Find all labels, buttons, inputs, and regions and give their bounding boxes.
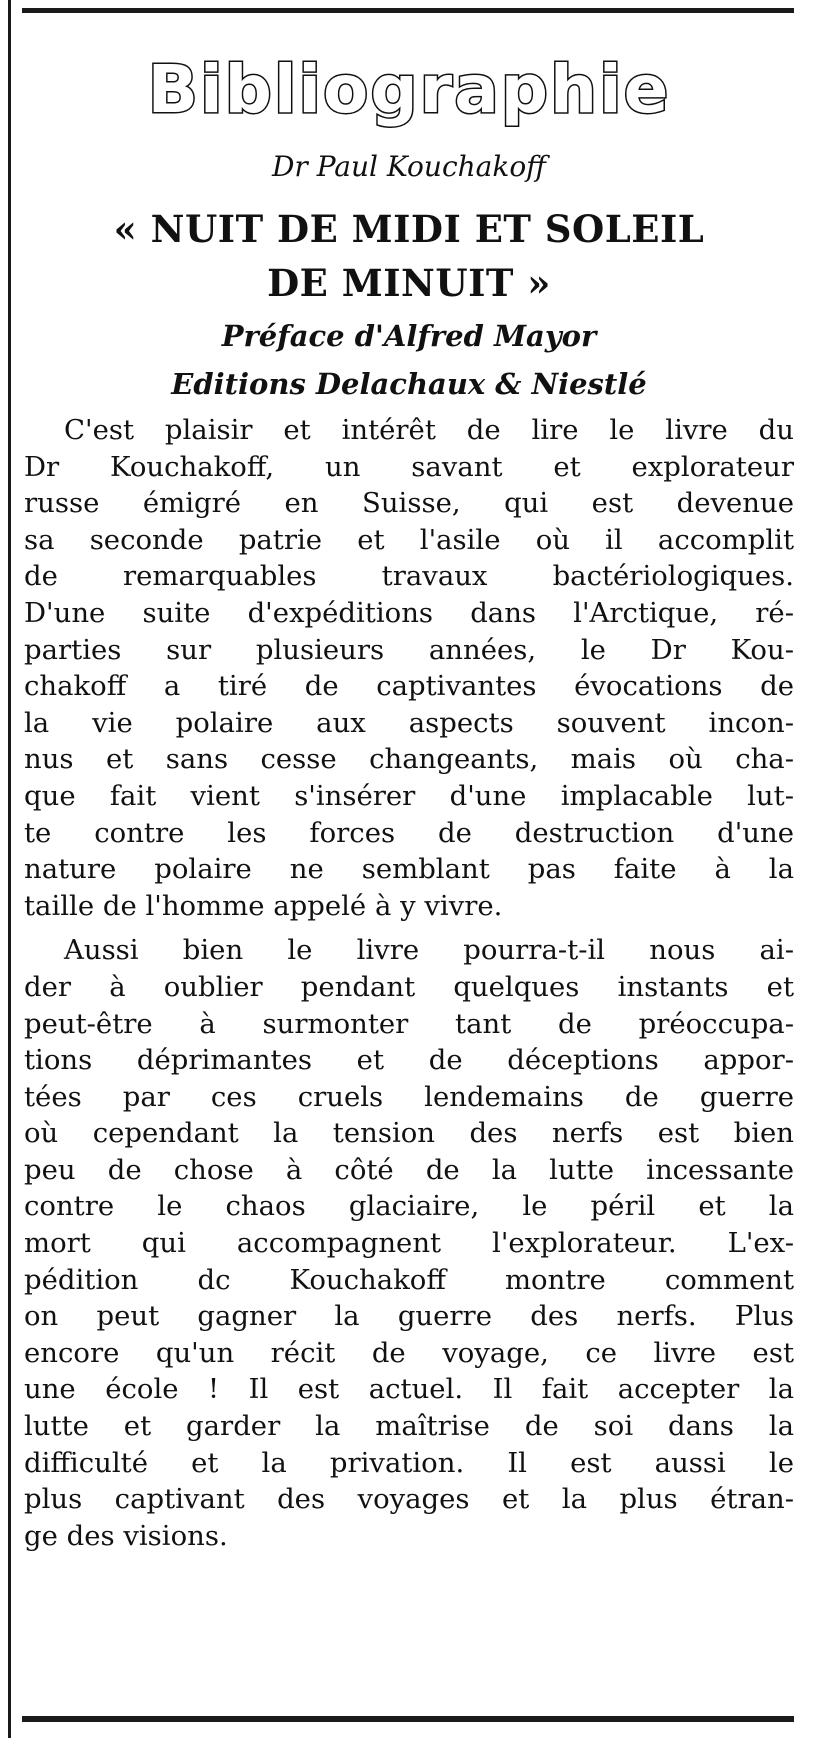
paragraph-line: où cependant la tension des nerfs est bien: [24, 1117, 794, 1150]
left-column-rule: [8, 0, 11, 1738]
paragraph-line: nature polaire ne semblant pas faite à la: [24, 853, 794, 886]
paragraph-line: D'une suite d'expéditions dans l'Arctique, ré-: [24, 596, 794, 629]
paragraph-line: parties sur plusieurs années, le Dr Kou-: [24, 633, 794, 666]
book-title: [24, 202, 794, 310]
paragraph-line: de remarquables travaux bactériologiques.: [24, 560, 794, 593]
book-preface: Préface d'Alfred Mayor: [221, 319, 597, 353]
paragraph-line: plus captivant des voyages et la plus étran-: [24, 1483, 794, 1516]
book-publisher: Editions Delachaux & Niestlé: [171, 367, 647, 401]
review-paragraph: [24, 412, 794, 924]
book-title-line: DE MINUIT »: [267, 261, 551, 305]
book-title-line: « NUIT DE MIDI ET SOLEIL: [113, 207, 705, 251]
paragraph-line: que fait vient s'insérer d'une implacable lut-: [24, 779, 794, 812]
paragraph-line: Dr Kouchakoff, un savant et explorateur: [24, 450, 794, 483]
paragraph-line: russe émigré en Suisse, qui est devenue: [24, 487, 794, 520]
paragraph-line: difficulté et la privation. Il est aussi le: [24, 1446, 794, 1479]
review-body: [24, 412, 794, 1554]
top-rule: [22, 8, 794, 13]
paragraph-line: sa seconde patrie et l'asile où il accomplit: [24, 523, 794, 556]
paragraph-line: encore qu'un récit de voyage, ce livre est: [24, 1336, 794, 1369]
paragraph-line: la vie polaire aux aspects souvent incon-: [24, 706, 794, 739]
paragraph-line: pédition dc Kouchakoff montre comment: [24, 1263, 794, 1296]
paragraph-line: Aussi bien le livre pourra-t-il nous ai-: [64, 934, 794, 967]
bottom-rule: [22, 1716, 794, 1722]
book-meta: [24, 312, 794, 408]
paragraph-line: mort qui accompagnent l'explorateur. L'ex-: [24, 1227, 794, 1260]
review-paragraph: [24, 932, 794, 1554]
paragraph-line: chakoff a tiré de captivantes évocations de: [24, 670, 794, 703]
paragraph-line: te contre les forces de destruction d'une: [24, 816, 794, 849]
paragraph-line: on peut gagner la guerre des nerfs. Plus: [24, 1300, 794, 1333]
paragraph-line: peu de chose à côté de la lutte incessante: [24, 1153, 794, 1186]
paragraph-line: der à oublier pendant quelques instants et: [24, 970, 794, 1003]
paragraph-line: contre le chaos glaciaire, le péril et la: [24, 1190, 794, 1223]
paragraph-line: une école ! Il est actuel. Il fait accepter la: [24, 1373, 794, 1406]
paragraph-line: ge des visions.: [24, 1519, 228, 1552]
paragraph-line: lutte et garder la maîtrise de soi dans la: [24, 1410, 794, 1443]
paragraph-line: tions déprimantes et de déceptions appor-: [24, 1044, 794, 1077]
paragraph-line: nus et sans cesse changeants, mais où cha-: [24, 743, 794, 776]
section-heading: Bibliographie: [147, 51, 671, 128]
paragraph-line: C'est plaisir et intérêt de lire le livre du: [64, 414, 794, 446]
paragraph-line: peut-être à surmonter tant de préoccupa-: [24, 1007, 794, 1040]
paragraph-line: tées par ces cruels lendemains de guerre: [24, 1080, 794, 1113]
article-column: [24, 14, 794, 1554]
book-author: Dr Paul Kouchakoff: [271, 150, 547, 183]
paragraph-line: taille de l'homme appelé à y vivre.: [24, 889, 503, 922]
